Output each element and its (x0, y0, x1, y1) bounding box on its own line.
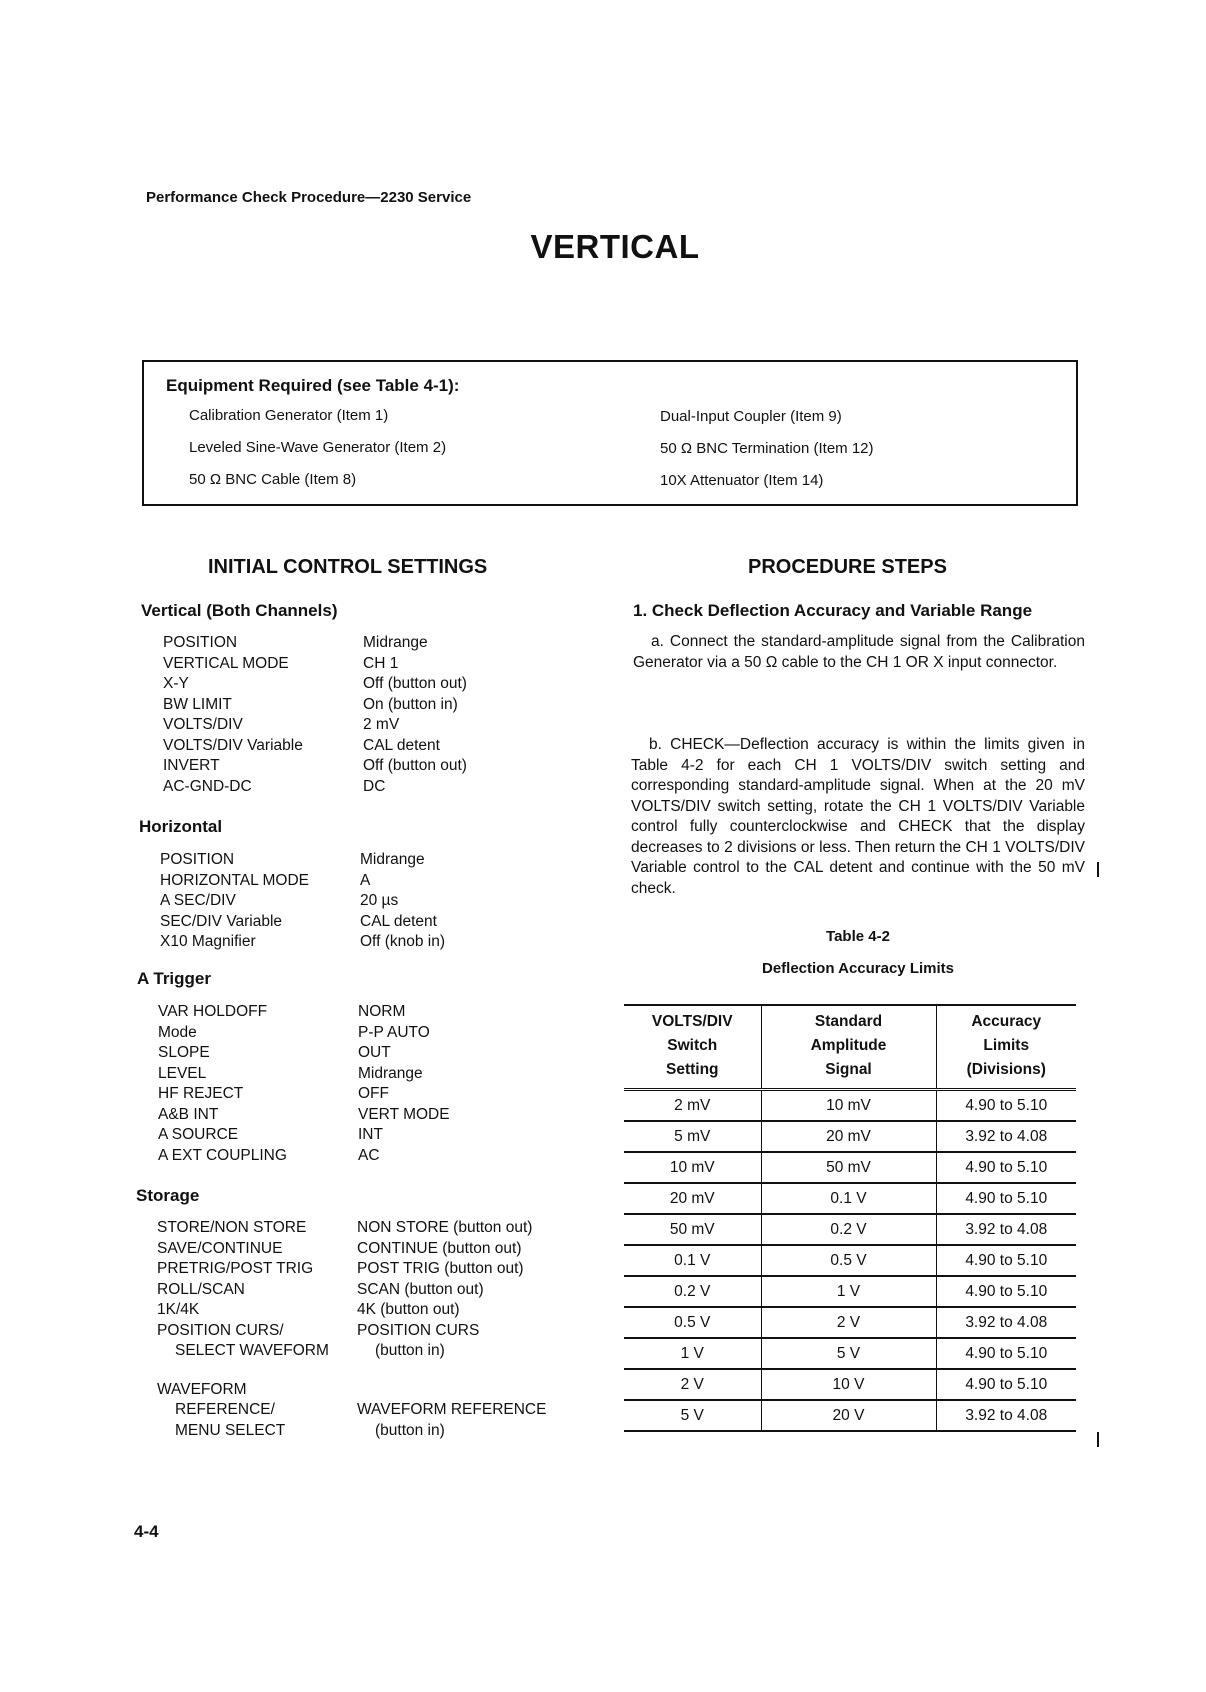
table-cell: 3.92 to 4.08 (936, 1214, 1076, 1245)
page-title: VERTICAL (530, 228, 700, 265)
setting-name: A EXT COUPLING (158, 1146, 287, 1164)
setting-row (157, 1380, 546, 1401)
column-header (761, 1005, 936, 1090)
table-cell: 4.90 to 5.10 (936, 1369, 1076, 1400)
setting-row (157, 1321, 546, 1342)
table-cell: 0.5 V (761, 1245, 936, 1276)
setting-value: CAL detent (363, 736, 440, 754)
table-row (624, 1183, 1076, 1214)
header-line: Switch (667, 1037, 718, 1054)
table-row (624, 1369, 1076, 1400)
setting-row (163, 654, 467, 675)
setting-row (163, 736, 467, 757)
table-cell: 3.92 to 4.08 (936, 1400, 1076, 1431)
setting-name: STORE/NON STORE (157, 1219, 307, 1236)
setting-name: X10 Magnifier (160, 933, 256, 950)
setting-name: VAR HOLDOFF (158, 1003, 268, 1020)
setting-name: POSITION (160, 851, 235, 868)
setting-value: Off (button out) (363, 757, 467, 774)
setting-row (163, 777, 467, 798)
setting-value: 4K (button out) (357, 1301, 460, 1318)
setting-value: A (360, 871, 371, 889)
setting-name: 1K/4K (157, 1301, 200, 1318)
step-1b-paragraph: b. CHECK—Deflection accuracy is within the limits given in Table 4-2 for each CH 1 VOLTS/DIV switch setting and corresponding standard-amplitude signal. When at the 20 mV VOLTS/DIV switch setting, rotate the CH 1 VOLTS/DIV Variable control fully counterclockwise and CHECK that the display decreases to 2 divisions or less. Then return the CH 1 VOLTS/DIV Variable control to the CAL detent and continue with the 50 mV check. (631, 736, 1085, 897)
setting-value: (button in) (375, 1421, 445, 1439)
horizontal-subheading: Horizontal (139, 817, 223, 836)
setting-value: Midrange (358, 1064, 423, 1082)
setting-name: A SOURCE (158, 1126, 239, 1143)
setting-row (160, 871, 445, 892)
setting-name: SAVE/CONTINUE (157, 1239, 283, 1257)
trigger-subheading: A Trigger (137, 969, 211, 988)
table-cell: 1 V (761, 1276, 936, 1307)
table-cell: 2 mV (624, 1090, 761, 1122)
setting-row (158, 1043, 450, 1064)
page-number: 4-4 (134, 1522, 159, 1541)
table-header-row (624, 1005, 1076, 1090)
setting-value: Midrange (360, 851, 425, 868)
table-row (624, 1152, 1076, 1183)
equipment-item: Calibration Generator (Item 1) (189, 407, 389, 424)
setting-value: 2 mV (363, 716, 400, 733)
setting-name: VERTICAL MODE (163, 654, 289, 672)
setting-row (158, 1064, 450, 1085)
setting-value: POSITION CURS (357, 1321, 480, 1339)
step-1-title: 1. Check Deflection Accuracy and Variable Range (633, 601, 1033, 620)
setting-row (158, 1125, 450, 1146)
column-header (624, 1005, 761, 1090)
table-row (624, 1307, 1076, 1338)
step-1a-paragraph: a. Connect the standard-amplitude signal from the Calibration Generator via a 50 Ω cable to the CH 1 OR X input connector. (633, 633, 1085, 671)
setting-value: CAL detent (360, 912, 437, 930)
setting-name: POSITION (163, 634, 238, 651)
setting-value: On (button in) (363, 695, 458, 713)
setting-name: SELECT WAVEFORM (175, 1342, 329, 1359)
setting-name: HORIZONTAL MODE (160, 871, 309, 889)
setting-value: POST TRIG (button out) (357, 1260, 524, 1277)
setting-value: 20 µs (360, 892, 399, 909)
setting-name: POSITION CURS/ (157, 1321, 284, 1339)
setting-row (163, 756, 467, 777)
equipment-item: 50 Ω BNC Cable (Item 8) (189, 471, 357, 488)
equipment-item: 50 Ω BNC Termination (Item 12) (660, 440, 874, 457)
header-line: Standard (814, 1013, 883, 1030)
setting-name: PRETRIG/POST TRIG (157, 1260, 314, 1277)
table-cell: 4.90 to 5.10 (936, 1152, 1076, 1183)
setting-value: P-P AUTO (358, 1023, 430, 1041)
table-cell: 4.90 to 5.10 (936, 1183, 1076, 1214)
equipment-item: Leveled Sine-Wave Generator (Item 2) (189, 439, 447, 456)
setting-value: AC (358, 1146, 380, 1164)
header-line: Accuracy (971, 1013, 1042, 1030)
setting-value: CONTINUE (button out) (357, 1239, 522, 1257)
setting-row (157, 1341, 546, 1362)
equipment-item: 10X Attenuator (Item 14) (660, 472, 824, 489)
setting-name: X-Y (163, 675, 189, 692)
table-cell: 10 V (761, 1369, 936, 1400)
setting-value: (button in) (375, 1342, 445, 1359)
header-line: VOLTS/DIV (651, 1013, 733, 1030)
setting-row (158, 1002, 450, 1023)
change-bar-mark (1097, 1432, 1099, 1447)
setting-name: ROLL/SCAN (157, 1280, 245, 1298)
setting-value: WAVEFORM REFERENCE (357, 1401, 547, 1418)
initial-settings-heading: INITIAL CONTROL SETTINGS (208, 556, 488, 578)
setting-value: SCAN (button out) (357, 1280, 484, 1298)
table-caption: Deflection Accuracy Limits (761, 960, 954, 977)
setting-row (163, 695, 467, 716)
table-cell: 4.90 to 5.10 (936, 1090, 1076, 1122)
setting-name: VOLTS/DIV (163, 716, 243, 733)
setting-row (160, 850, 445, 871)
setting-value: OUT (358, 1044, 391, 1061)
setting-name: BW LIMIT (163, 695, 232, 713)
table-cell: 0.1 V (624, 1245, 761, 1276)
change-bar-mark (1097, 862, 1099, 877)
equipment-required-box (142, 360, 1078, 506)
setting-name: A&B INT (158, 1105, 219, 1123)
table-row (624, 1276, 1076, 1307)
table-cell: 5 V (761, 1338, 936, 1369)
table-cell: 5 mV (624, 1121, 761, 1152)
setting-row (157, 1421, 546, 1442)
table-row (624, 1214, 1076, 1245)
setting-name: REFERENCE/ (175, 1401, 275, 1418)
procedure-heading: PROCEDURE STEPS (748, 556, 947, 578)
table-cell: 4.90 to 5.10 (936, 1338, 1076, 1369)
table-cell: 0.5 V (624, 1307, 761, 1338)
table-cell: 2 V (761, 1307, 936, 1338)
equipment-title: Equipment Required (see Table 4-1): (166, 376, 460, 395)
setting-name: WAVEFORM (157, 1380, 247, 1398)
table-row (624, 1121, 1076, 1152)
header-line: Limits (983, 1037, 1030, 1054)
table-cell: 0.2 V (761, 1214, 936, 1245)
running-header: Performance Check Procedure—2230 Service (146, 189, 472, 206)
table-cell: 10 mV (761, 1090, 936, 1122)
table-cell: 3.92 to 4.08 (936, 1121, 1076, 1152)
setting-value: CH 1 (363, 654, 399, 672)
table-cell: 2 V (624, 1369, 761, 1400)
setting-name: AC-GND-DC (163, 777, 252, 795)
header-line: Signal (825, 1061, 872, 1078)
setting-row (157, 1239, 546, 1260)
setting-row (157, 1218, 546, 1239)
table-cell: 3.92 to 4.08 (936, 1307, 1076, 1338)
setting-value: VERT MODE (358, 1105, 450, 1123)
setting-row (157, 1300, 546, 1321)
header-line: Amplitude (810, 1037, 887, 1054)
setting-row (158, 1146, 450, 1167)
storage-subheading: Storage (136, 1186, 200, 1205)
setting-row (163, 715, 467, 736)
table-row (624, 1090, 1076, 1122)
equipment-item: Dual-Input Coupler (Item 9) (660, 408, 842, 425)
setting-name: SEC/DIV Variable (160, 912, 283, 930)
setting-name: Mode (158, 1023, 197, 1041)
setting-row (160, 891, 445, 912)
table-row (624, 1400, 1076, 1431)
setting-row (158, 1105, 450, 1126)
setting-name: VOLTS/DIV Variable (163, 736, 303, 754)
setting-row (163, 674, 467, 695)
setting-value: OFF (358, 1085, 389, 1102)
setting-name: LEVEL (158, 1064, 207, 1082)
setting-value: Midrange (363, 634, 428, 651)
trigger-settings-list (158, 1002, 450, 1166)
table-cell: 0.2 V (624, 1276, 761, 1307)
table-cell: 10 mV (624, 1152, 761, 1183)
setting-value: NON STORE (button out) (357, 1219, 533, 1236)
setting-row (158, 1084, 450, 1105)
setting-row (157, 1280, 546, 1301)
setting-name: MENU SELECT (175, 1421, 286, 1439)
table-cell: 50 mV (624, 1214, 761, 1245)
table-cell: 5 V (624, 1400, 761, 1431)
vertical-subheading: Vertical (Both Channels) (141, 601, 338, 620)
setting-row (157, 1400, 546, 1421)
table-cell: 4.90 to 5.10 (936, 1276, 1076, 1307)
setting-value: NORM (358, 1003, 406, 1020)
table-row (624, 1338, 1076, 1369)
column-header (936, 1005, 1076, 1090)
table-cell: 0.1 V (761, 1183, 936, 1214)
setting-value: Off (knob in) (360, 933, 446, 950)
table-cell: 20 V (761, 1400, 936, 1431)
setting-value: INT (358, 1126, 383, 1143)
setting-row (160, 912, 445, 933)
table-cell: 50 mV (761, 1152, 936, 1183)
setting-row (163, 633, 467, 654)
setting-row (160, 932, 445, 953)
vertical-settings-list (163, 633, 467, 797)
setting-name: A SEC/DIV (160, 892, 236, 909)
setting-name: SLOPE (158, 1044, 210, 1061)
setting-row (157, 1259, 546, 1280)
table-number: Table 4-2 (826, 928, 890, 945)
setting-name: INVERT (163, 757, 220, 774)
table-cell: 4.90 to 5.10 (936, 1245, 1076, 1276)
header-line: (Divisions) (966, 1061, 1046, 1078)
table-cell: 20 mV (624, 1183, 761, 1214)
storage-settings-list (157, 1218, 546, 1441)
setting-value: DC (363, 777, 386, 795)
setting-value: Off (button out) (363, 675, 467, 692)
table-cell: 1 V (624, 1338, 761, 1369)
table-cell: 20 mV (761, 1121, 936, 1152)
header-line: Setting (665, 1061, 719, 1078)
deflection-accuracy-table (624, 1004, 1076, 1432)
table-row (624, 1245, 1076, 1276)
setting-name: HF REJECT (158, 1085, 244, 1102)
horizontal-settings-list (160, 850, 445, 953)
setting-row (158, 1023, 450, 1044)
